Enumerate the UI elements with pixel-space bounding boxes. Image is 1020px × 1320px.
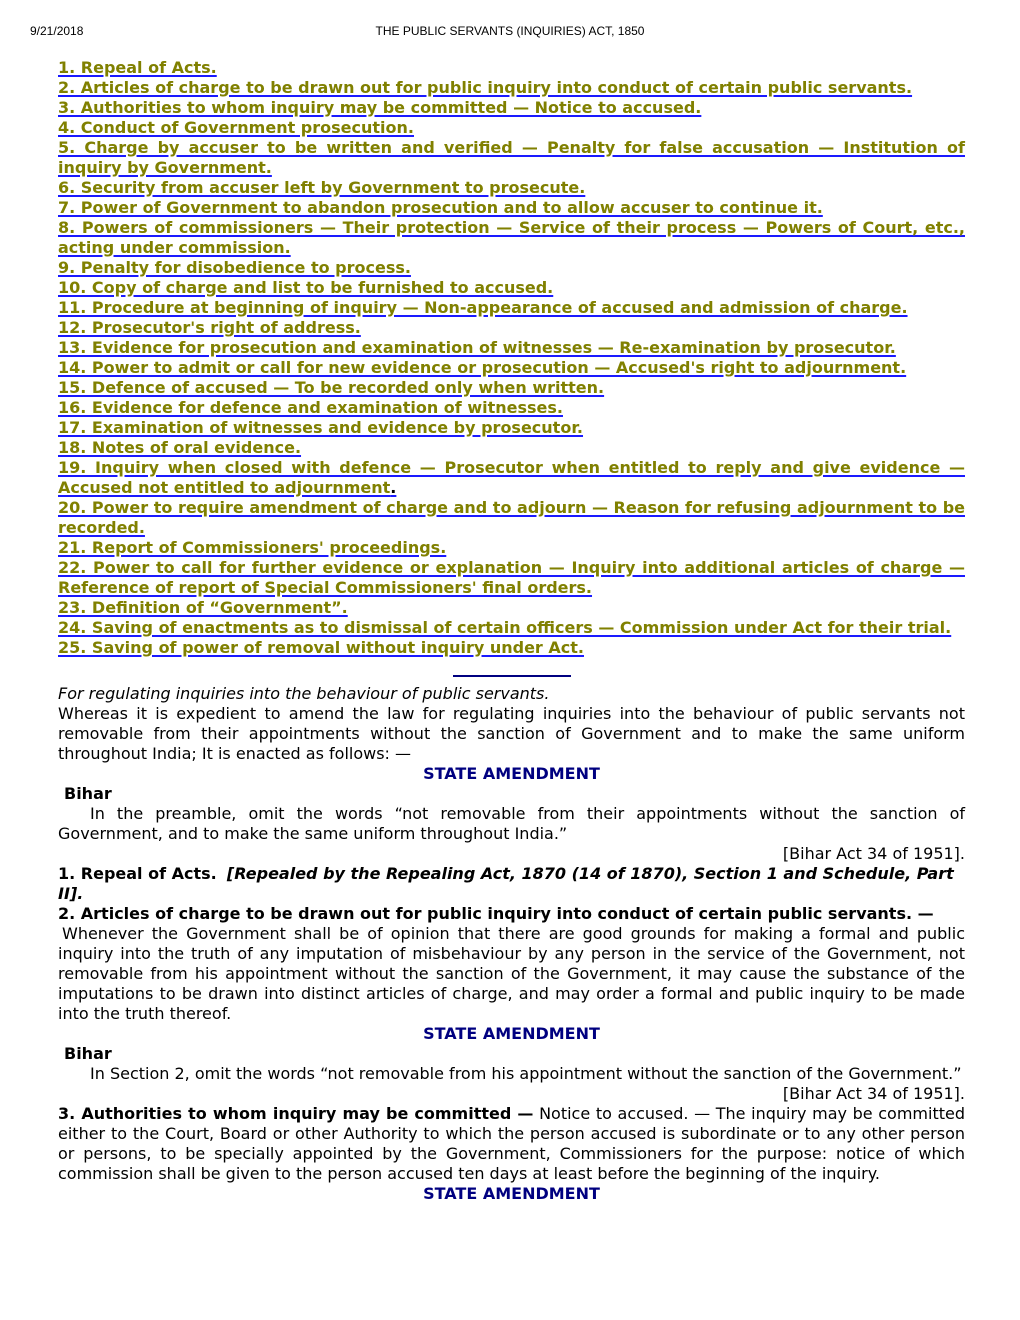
toc-link-12[interactable]: 12. Prosecutor's right of address. — [58, 318, 361, 337]
toc-link-20[interactable]: 20. Power to require amendment of charge and to adjourn — Reason for refusing adjournment to be recorded. — [58, 498, 965, 537]
toc-link-8[interactable]: 8. Powers of commissioners — Their protection — Service of their process — Powers of Court, etc., acting under commission. — [58, 218, 965, 257]
state-amendment-heading: STATE AMENDMENT — [423, 1184, 600, 1203]
toc-link-7[interactable]: 7. Power of Government to abandon prosecution and to allow accuser to continue it. — [58, 198, 823, 217]
toc-link-22[interactable]: 22. Power to call for further evidence or explanation — Inquiry into additional articles of charge — Reference of report of Special Commissioners' final orders. — [58, 558, 965, 597]
amendment-citation: [Bihar Act 34 of 1951]. — [782, 844, 965, 863]
document-title: THE PUBLIC SERVANTS (INQUIRIES) ACT, 1850 — [375, 24, 645, 38]
toc-link-24[interactable]: 24. Saving of enactments as to dismissal of certain officers — Commission under Act for their trial. — [58, 618, 952, 637]
state-name: Bihar — [64, 1044, 112, 1063]
toc-link-13[interactable]: 13. Evidence for prosecution and examination of witnesses — Re-examination by prosecutor. — [58, 338, 896, 357]
toc-link-11[interactable]: 11. Procedure at beginning of inquiry — Non-appearance of accused and admission of charge. — [58, 298, 908, 317]
amendment-text: In the preamble, omit the words “not removable from their appointments without the sanction of Government, and to make the same uniform throughout India.” — [58, 804, 965, 843]
section-2 — [58, 904, 965, 1104]
print-date: 9/21/2018 — [30, 24, 84, 38]
section-divider — [453, 675, 571, 677]
page-header — [0, 24, 1020, 40]
toc-link-19[interactable]: 19. Inquiry when closed with defence — Prosecutor when entitled to reply and give evidence — Accused not entitled to adjournment. — [58, 458, 965, 497]
toc-link-6[interactable]: 6. Security from accuser left by Government to prosecute. — [58, 178, 586, 197]
amendment-citation: [Bihar Act 34 of 1951]. — [782, 1084, 965, 1103]
table-of-contents — [58, 58, 965, 658]
state-name: Bihar — [64, 784, 112, 803]
section-title: 3. Authorities to whom inquiry may be committed — — [58, 1104, 534, 1123]
toc-link-25[interactable]: 25. Saving of power of removal without inquiry under Act. — [58, 638, 584, 657]
toc-link-14[interactable]: 14. Power to admit or call for new evidence or prosecution — Accused's right to adjournment. — [58, 358, 907, 377]
section-title: 1. Repeal of Acts. — [58, 864, 217, 883]
toc-link-18[interactable]: 18. Notes of oral evidence. — [58, 438, 302, 457]
preamble-text: Whereas it is expedient to amend the law for regulating inquiries into the behaviour of public servants not removable from their appointments without the sanction of Government and to make the same uniform throughout India; It is enacted as follows: — — [58, 704, 965, 763]
toc-link-1[interactable]: 1. Repeal of Acts. — [58, 58, 217, 77]
state-amendment-heading: STATE AMENDMENT — [423, 764, 600, 783]
toc-link-21[interactable]: 21. Report of Commissioners' proceedings. — [58, 538, 447, 557]
section-1 — [58, 864, 965, 904]
toc-link-9[interactable]: 9. Penalty for disobedience to process. — [58, 258, 411, 277]
amendment-text: In Section 2, omit the words “not removable from his appointment without the sanction of the Government.” — [90, 1064, 962, 1083]
toc-link-16[interactable]: 16. Evidence for defence and examination of witnesses. — [58, 398, 563, 417]
section-text: Whenever the Government shall be of opinion that there are good grounds for making a formal and public inquiry into the truth of any imputation of misbehaviour by any person in the service of the Government, not removable from his appointment without the sanction of the Government, it may cause the substance of the imputations to be drawn into distinct articles of charge, and may order a formal and public inquiry to be made into the truth thereof. — [58, 924, 965, 1023]
toc-link-3[interactable]: 3. Authorities to whom inquiry may be committed — Notice to accused. — [58, 98, 702, 117]
section-text: Notice to accused. — The inquiry may be committed either to the Court, Board or other Authority to which the person accused is subordinate or to any other person or persons, to be specially appointed by the Government, Commissioners for the purpose: notice of which commission shall be given to the person accused ten days at least before the beginning of the inquiry. — [58, 1104, 966, 1183]
state-amendment-heading: STATE AMENDMENT — [423, 1024, 600, 1043]
section-title: 2. Articles of charge to be drawn out for public inquiry into conduct of certain public servants. — — [58, 904, 934, 923]
section-3 — [58, 1104, 965, 1204]
toc-link-2[interactable]: 2. Articles of charge to be drawn out for public inquiry into conduct of certain public servants. — [58, 78, 913, 97]
toc-link-17[interactable]: 17. Examination of witnesses and evidence by prosecutor. — [58, 418, 584, 437]
long-title: For regulating inquiries into the behaviour of public servants. — [58, 684, 550, 703]
toc-link-10[interactable]: 10. Copy of charge and list to be furnished to accused. — [58, 278, 554, 297]
repeal-note: [Repealed by the Repealing Act, 1870 (14 of 1870), Section 1 and Schedule, Part II]. — [58, 864, 954, 903]
toc-link-15[interactable]: 15. Defence of accused — To be recorded only when written. — [58, 378, 605, 397]
toc-link-5[interactable]: 5. Charge by accuser to be written and verified — Penalty for false accusation — Institution of inquiry by Government. — [58, 138, 965, 177]
document-body — [58, 58, 965, 1204]
toc-link-23[interactable]: 23. Definition of “Government”. — [58, 598, 348, 617]
toc-link-4[interactable]: 4. Conduct of Government prosecution. — [58, 118, 414, 137]
